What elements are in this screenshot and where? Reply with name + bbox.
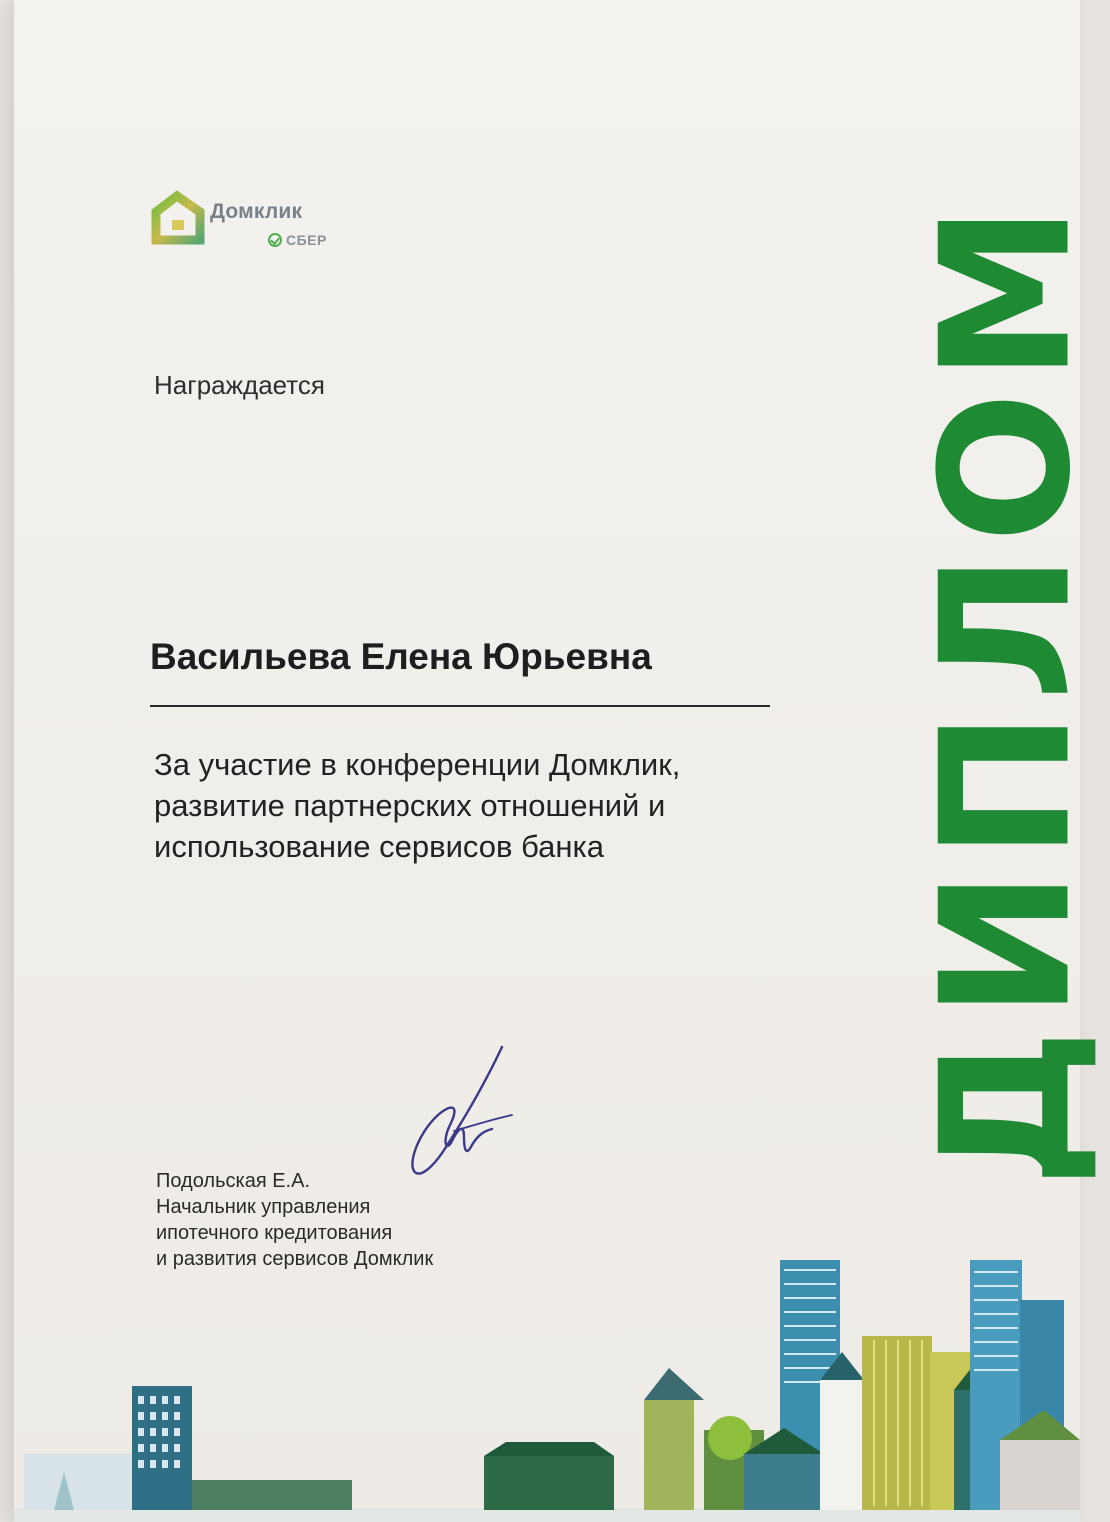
awarded-label: Награждается [154,370,325,400]
logo-name: Домклик [210,200,303,223]
city-skyline-illustration [14,1240,1080,1522]
diploma-title: ДИПЛОМ [902,194,1110,1188]
recipient-name: Васильева Елена Юрьевна [150,636,652,677]
signer-title-line: Начальник управления [156,1196,371,1218]
diploma-title-vertical [902,186,1110,1196]
logo-sber [268,232,327,248]
award-reason: За участие в конференции Домклик, развитие партнерских отношений и использование сервисов банка [154,747,681,864]
domclick-logo-icon [150,192,204,246]
name-underline [150,705,770,707]
domclick-logo [150,190,360,256]
diploma-sheet [14,0,1110,1522]
signer-title-line: и развития сервисов Домклик [156,1248,434,1270]
signer-name: Подольская Е.А. [156,1170,310,1192]
sber-check-icon [268,233,282,247]
signer-title-line: ипотечного кредитования [156,1222,393,1244]
signature [394,1045,524,1185]
logo-sber-text: СБЕР [286,232,327,248]
